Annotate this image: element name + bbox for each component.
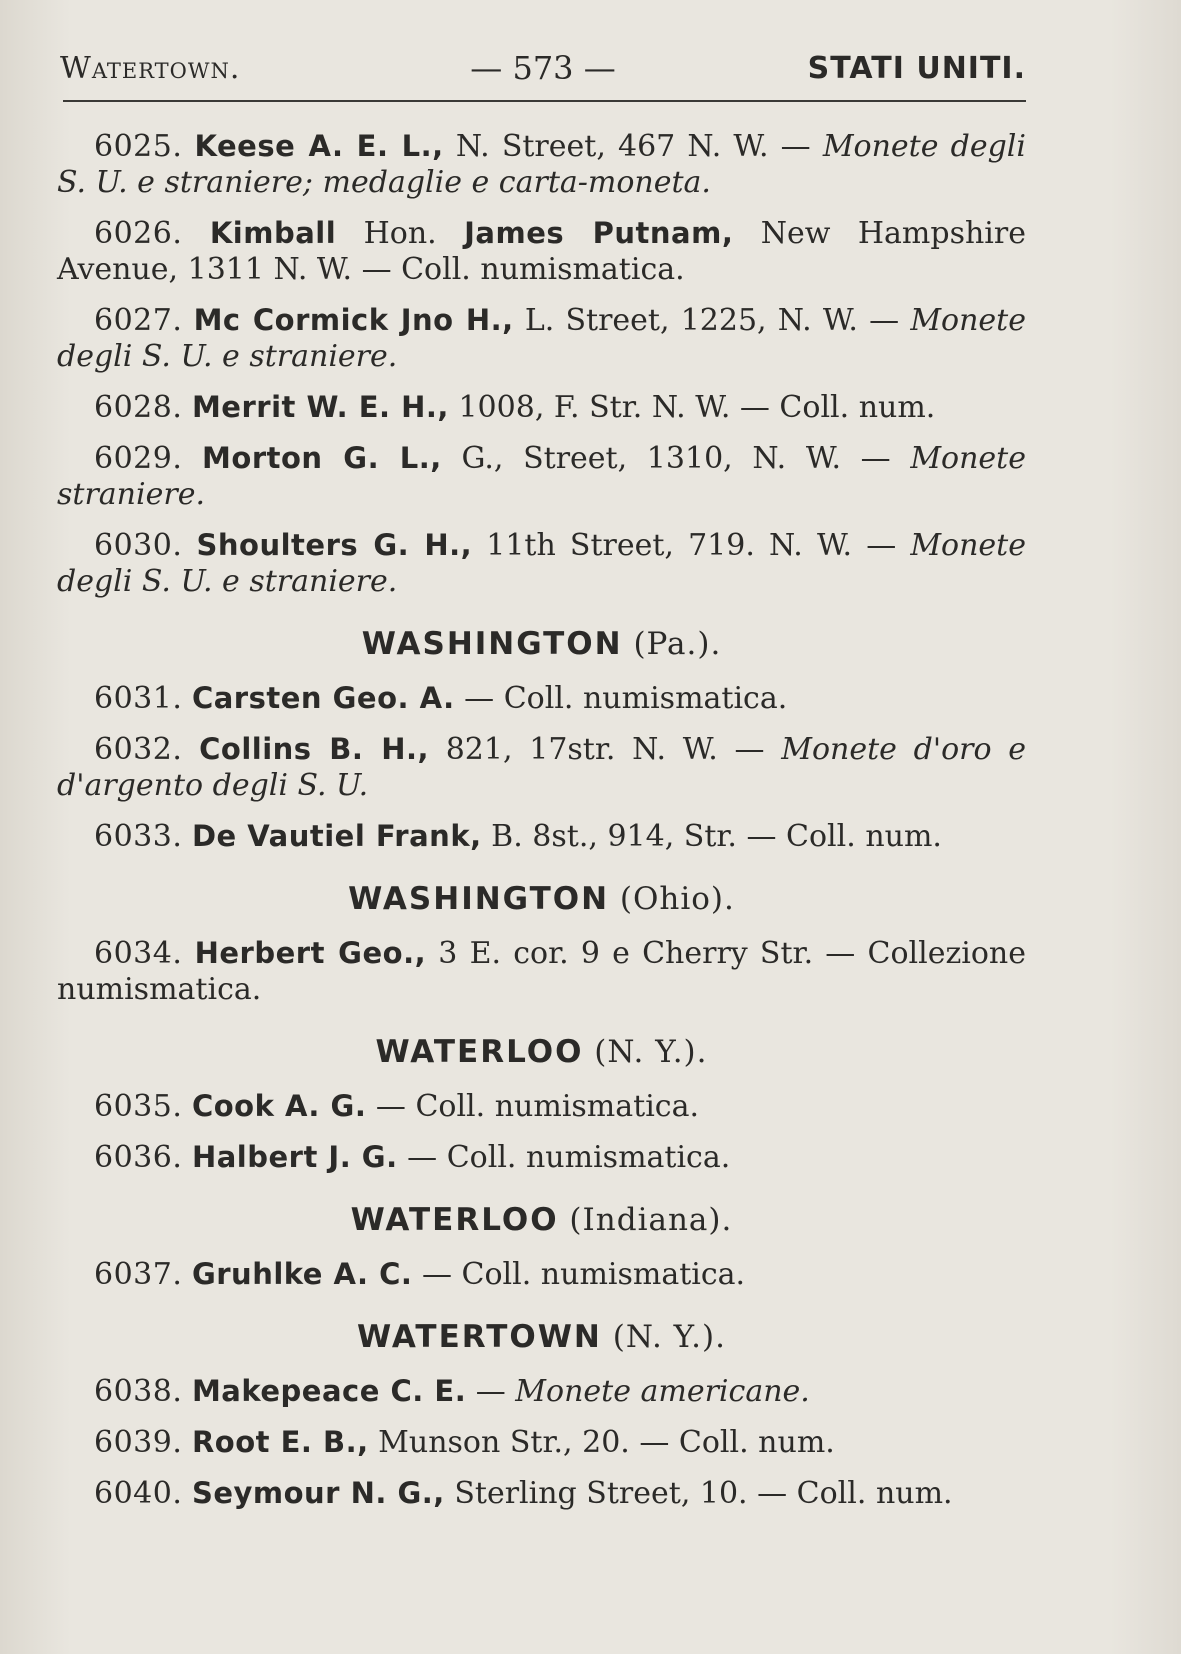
entry-number: 6029. — [94, 441, 183, 476]
list-item — [57, 1475, 1026, 1512]
entry-name: Collins B. H., — [199, 732, 430, 766]
entry-number: 6040. — [94, 1476, 183, 1511]
entry-name: De Vautiel Frank, — [191, 819, 482, 853]
entry-number: 6037. — [94, 1257, 183, 1292]
list-item — [57, 440, 1026, 513]
list-item — [57, 1424, 1026, 1461]
entry-name: Merrit W. E. H., — [191, 390, 449, 424]
entry-name: Kimball — [209, 216, 337, 250]
entry-description: Monete d'oro e d'argento degli S. U. — [57, 732, 1027, 803]
city-state: (Pa.). — [622, 626, 722, 662]
list-item — [57, 527, 1026, 600]
entry-address: L. Street, 1225, N. W. — — [513, 303, 911, 338]
header-rule — [63, 100, 1026, 102]
entry-description: Monete degli S. U. e straniere. — [57, 303, 1026, 374]
entry-name: Carsten Geo. A. — [191, 681, 455, 715]
entry-address: New Hampshire Avenue, 1311 N. W. — Coll. numismatica. — [57, 216, 1026, 287]
page-content — [57, 128, 1026, 1526]
list-item — [57, 389, 1026, 426]
entry-name: Cook A. G. — [191, 1089, 367, 1123]
entry-name: Morton G. L., — [202, 441, 442, 475]
entry-address: — Coll. numismatica. — [412, 1257, 746, 1292]
entry-number: 6025. — [94, 129, 183, 164]
city-name: WATERLOO — [350, 1202, 559, 1238]
city-name: WATERLOO — [375, 1034, 584, 1070]
city-heading — [57, 881, 1026, 917]
entry-number: 6031. — [94, 681, 183, 716]
city-state: (Ohio). — [609, 881, 735, 917]
city-state: (N. Y.). — [601, 1319, 726, 1355]
list-item — [57, 128, 1026, 201]
entry-name: Makepeace C. E. — [191, 1374, 467, 1408]
list-item — [57, 818, 1026, 855]
city-name: WASHINGTON — [361, 626, 623, 662]
city-state: (Indiana). — [558, 1202, 733, 1238]
entry-address: B. 8st., 914, Str. — Coll. num. — [481, 819, 942, 854]
entry-address: 821, 17str. N. W. — — [429, 732, 782, 767]
entry-address: 3 E. cor. 9 e Cherry Str. — Collezione numismatica. — [57, 936, 1026, 1007]
entry-address: 11th Street, 719. N. W. — — [472, 528, 911, 563]
entry-address: G., Street, 1310, N. W. — — [441, 441, 911, 476]
city-heading — [57, 1319, 1026, 1355]
section-title: STATI UNITI. — [807, 50, 1026, 86]
entry-name: Shoulters G. H., — [196, 528, 473, 562]
city-state: (N. Y.). — [583, 1034, 708, 1070]
entry-number: 6028. — [94, 390, 183, 425]
entry-number: 6027. — [94, 303, 183, 338]
page-number: — 573 — — [470, 49, 616, 87]
entry-name: Seymour N. G., — [191, 1476, 445, 1510]
running-title: Watertown. — [60, 50, 241, 86]
entry-address: Munson Str., 20. — Coll. num. — [368, 1425, 835, 1460]
entry-number: 6038. — [94, 1374, 183, 1409]
list-item — [57, 1139, 1026, 1176]
list-item — [57, 1088, 1026, 1125]
list-item — [57, 1373, 1026, 1410]
entry-name: Root E. B., — [191, 1425, 369, 1459]
entry-number: 6030. — [94, 528, 183, 563]
entry-description: Monete straniere. — [57, 441, 1026, 512]
list-item — [57, 215, 1026, 288]
entry-description: Monete degli S. U. e straniere; medaglie e carta-moneta. — [57, 129, 1026, 200]
entry-address: 1008, F. Str. N. W. — Coll. num. — [448, 390, 936, 425]
entry-number: 6033. — [94, 819, 183, 854]
list-item — [57, 680, 1026, 717]
entry-name: Gruhlke A. C. — [191, 1257, 413, 1291]
city-heading — [57, 626, 1026, 662]
list-item — [57, 935, 1026, 1008]
entry-name: Herbert Geo., — [194, 936, 427, 970]
entry-name: Halbert J. G. — [191, 1140, 398, 1174]
list-item — [57, 302, 1026, 375]
entry-number: 6026. — [94, 216, 183, 251]
city-name: WATERTOWN — [357, 1319, 602, 1355]
entry-number: 6035. — [94, 1089, 183, 1124]
list-item — [57, 1256, 1026, 1293]
entry-name-title: Hon. — [336, 216, 465, 251]
entry-address: N. Street, 467 N. W. — — [443, 129, 823, 164]
entry-address: Sterling Street, 10. — Coll. num. — [444, 1476, 953, 1511]
entry-description: Monete americane. — [515, 1374, 810, 1409]
entry-number: 6034. — [94, 936, 183, 971]
entry-address: — — [466, 1374, 516, 1409]
entry-address: — Coll. numismatica. — [397, 1140, 731, 1175]
entry-address: — Coll. numismatica. — [366, 1089, 700, 1124]
page-header — [60, 48, 1026, 88]
entry-name: Mc Cormick Jno H., — [193, 303, 514, 337]
entry-number: 6039. — [94, 1425, 183, 1460]
city-heading — [57, 1202, 1026, 1238]
entry-address: — Coll. numismatica. — [454, 681, 788, 716]
city-name: WASHINGTON — [348, 881, 610, 917]
entry-name: Keese A. E. L., — [194, 129, 444, 163]
entry-number: 6032. — [94, 732, 183, 767]
city-heading — [57, 1034, 1026, 1070]
entry-name-given: James Putnam, — [464, 216, 734, 250]
entry-number: 6036. — [94, 1140, 183, 1175]
entry-description: Monete degli S. U. e straniere. — [57, 528, 1026, 599]
list-item — [57, 731, 1026, 804]
